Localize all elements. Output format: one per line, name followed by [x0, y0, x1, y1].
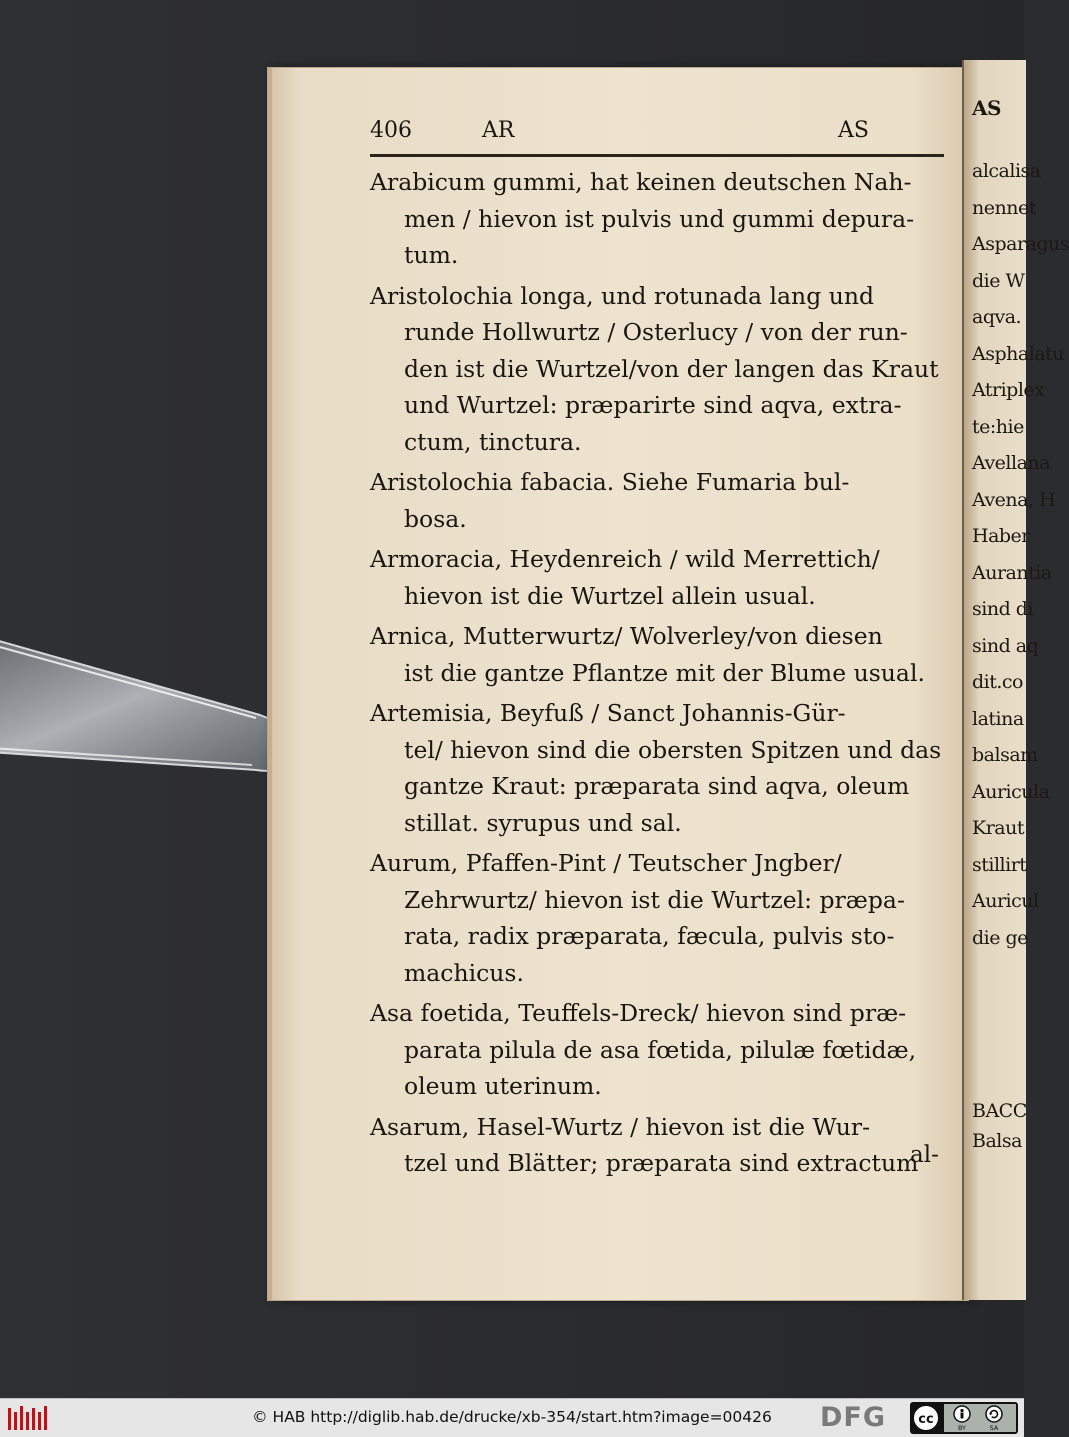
- entry-line: hievon ist die Wurtzel allein usual.: [404, 581, 816, 610]
- adjacent-page-fragment: dit.co: [972, 671, 1023, 693]
- entry-line: Zehrwurtz/ hievon ist die Wurtzel: præpa-: [404, 885, 905, 914]
- copyright-link[interactable]: © HAB http://diglib.hab.de/drucke/xb-354/start.htm?image=00426: [252, 1408, 772, 1426]
- entry-line: runde Hollwurtz / Osterlucy / von der run-: [404, 318, 908, 346]
- entry-line: rata, radix præparata, fæcula, pulvis sto-: [404, 922, 895, 950]
- entry-headline: Asa foetida, Teuffels-Dreck/ hievon sind præ-: [370, 999, 907, 1027]
- adjacent-page-fragment: te:hie: [972, 415, 1024, 438]
- adjacent-page-fragment: sind aq: [972, 634, 1039, 657]
- dictionary-entry: [370, 1109, 948, 1182]
- adjacent-page-fragment: Asphalatu: [972, 342, 1064, 365]
- adjacent-page-fragment: die W: [972, 269, 1025, 292]
- cc-icon: [913, 1405, 939, 1431]
- book-page-406: [268, 68, 968, 1300]
- adjacent-page-fragment: Kraut: [972, 817, 1024, 839]
- by-label: BY: [957, 1424, 967, 1432]
- page-number: 406: [370, 118, 412, 143]
- viewer-footer: [0, 1398, 1024, 1437]
- adjacent-page-head: AS: [972, 96, 1001, 120]
- running-head: [370, 118, 940, 150]
- entry-line: gantze Kraut: præparata sind aqva, oleum: [404, 772, 910, 800]
- dictionary-entry: [370, 618, 948, 691]
- adjacent-page-fragment: balsam: [972, 744, 1038, 766]
- entry-headline: Arnica, Mutterwurtz/ Wolverley/von diesen: [370, 622, 883, 650]
- entry-line: tzel und Blätter; præparata sind extractum: [404, 1149, 919, 1177]
- entry-headline: Asarum, Hasel-Wurtz / hievon ist die Wur-: [370, 1112, 871, 1141]
- dictionary-entry: [370, 995, 948, 1105]
- adjacent-page-fragment: alcalisa: [972, 160, 1041, 182]
- dictionary-entry: [370, 464, 948, 537]
- svg-text:cc: cc: [918, 1412, 934, 1427]
- dictionary-entry: [370, 278, 948, 461]
- entry-line: tel/ hievon sind die obersten Spitzen und das: [404, 735, 942, 764]
- entry-headline: Armoracia, Heydenreich / wild Merrettich/: [370, 545, 880, 573]
- adjacent-page-fragment: die ge: [972, 926, 1028, 949]
- sa-label: SA: [989, 1424, 999, 1432]
- running-head-left: AR: [482, 118, 515, 143]
- entry-line: machicus.: [404, 958, 524, 987]
- adjacent-page-fragment: latina: [972, 707, 1024, 730]
- adjacent-page-fragment: Auricul: [972, 890, 1039, 912]
- adjacent-page-fragment: Aurantia: [972, 561, 1052, 584]
- entry-list: [370, 164, 948, 1186]
- adjacent-page-fragment: Auricula: [972, 780, 1050, 803]
- catchword: al-: [910, 1142, 939, 1168]
- adjacent-page-fragment: stillirt: [972, 853, 1027, 876]
- adjacent-page-fragment: nennet: [972, 196, 1036, 219]
- running-head-right: AS: [838, 118, 869, 143]
- entry-headline: Aurum, Pfaffen-Pint / Teutscher Jngber/: [370, 849, 842, 877]
- adjacent-page-fragment: Asparagus: [972, 233, 1069, 255]
- entry-line: parata pilula de asa fœtida, pilulæ fœtidæ,: [404, 1035, 917, 1064]
- entry-headline: Arabicum gummi, hat keinen deutschen Nah-: [370, 168, 912, 196]
- dictionary-entry: [370, 164, 948, 274]
- adjacent-page-fragment: Balsa: [972, 1130, 1022, 1152]
- entry-line: bosa.: [404, 504, 467, 533]
- entry-line: men / hievon ist pulvis und gummi depura-: [404, 204, 915, 233]
- adjacent-page-fragment: Avena, H: [972, 488, 1056, 511]
- cc-license-badge[interactable]: [910, 1402, 1018, 1434]
- adjacent-page-fragment: Haber: [972, 525, 1030, 547]
- entry-line: ctum, tinctura.: [404, 427, 582, 456]
- head-rule: [370, 154, 944, 157]
- entry-line: den ist die Wurtzel/von der langen das Kraut: [404, 354, 939, 383]
- entry-line: ist die gantze Pflantze mit der Blume usual.: [404, 658, 925, 687]
- entry-line: oleum uterinum.: [404, 1072, 602, 1100]
- adjacent-page-fragment: Avellana: [972, 452, 1050, 474]
- entry-line: stillat. syrupus und sal.: [404, 808, 682, 837]
- entry-line: tum.: [404, 241, 459, 269]
- entry-line: und Wurtzel: præparirte sind aqva, extra-: [404, 391, 902, 419]
- entry-headline: Aristolochia fabacia. Siehe Fumaria bul-: [370, 468, 850, 496]
- adjacent-page-fragment: sind di: [972, 598, 1034, 620]
- adjacent-page-edge: [962, 60, 1069, 1300]
- adjacent-page-fragment: BACC: [972, 1100, 1027, 1122]
- dictionary-entry: [370, 541, 948, 614]
- dfg-logo: DFG: [820, 1402, 887, 1433]
- entry-headline: Aristolochia longa, und rotunada lang und: [370, 281, 875, 310]
- adjacent-page-fragment: Atriplex: [972, 379, 1045, 401]
- dictionary-entry: [370, 845, 948, 991]
- dictionary-entry: [370, 695, 948, 841]
- adjacent-page-fragment: aqva.: [972, 306, 1022, 328]
- entry-headline: Artemisia, Beyfuß / Sanct Johannis-Gür-: [370, 699, 846, 727]
